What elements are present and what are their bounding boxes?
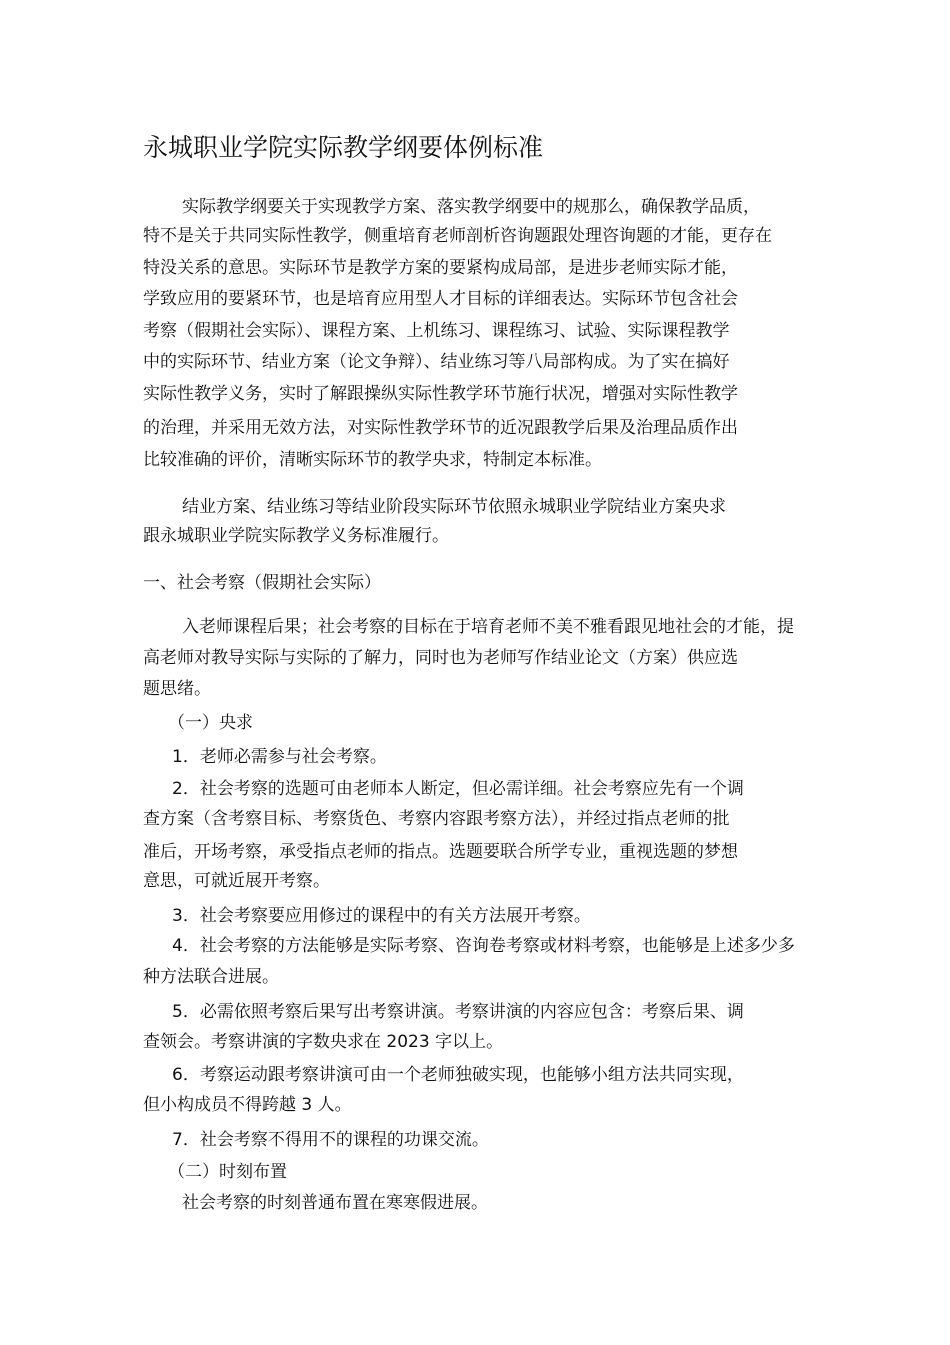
intro-line: 比较准确的评价，清晰实际环节的教学央求，特制定本标准。 — [143, 450, 602, 470]
list-item: 6．考察运动跟考察讲演可由一个老师独破实现，也能够小组方法共同实现， — [172, 1065, 744, 1085]
list-item-continuation: 查领会。考察讲演的字数央求在 2023 字以上。 — [143, 1032, 504, 1052]
list-item-continuation: 意思，可就近展开考察。 — [143, 871, 330, 891]
intro-line: 考察（假期社会实际）、课程方案、上机练习、课程练习、试验、实际课程教学 — [143, 321, 730, 341]
list-item-continuation: 但小构成员不得跨越 3 人。 — [143, 1095, 352, 1115]
section-intro-line: 高老师对教导实际与实际的了解力，同时也为老师写作结业论文（方案）供应选 — [143, 648, 738, 668]
intro-line: 实际教学纲要关于实现教学方案、落实教学纲要中的规那么，确保教学品质， — [182, 197, 760, 217]
para2-line: 结业方案、结业练习等结业阶段实际环节依照永城职业学院结业方案央求 — [182, 497, 726, 517]
intro-line: 中的实际环节、结业方案（论文争辩）、结业练习等八局部构成。为了实在搞好 — [143, 352, 730, 372]
intro-line: 学致应用的要紧环节，也是培育应用型人才目标的详细表达。实际环节包含社会 — [143, 289, 738, 309]
intro-line: 的治理，并采用无效方法，对实际性教学环节的近况跟教学后果及治理品质作出 — [143, 418, 738, 438]
list-item-continuation: 查方案（含考察目标、考察货色、考察内容跟考察方法），并经过指点老师的批 — [143, 809, 730, 829]
intro-line: 特不是关于共同实际性教学，侧重培育老师剖析咨询题跟处理咨询题的才能，更存在 — [143, 226, 772, 246]
list-item: 7．社会考察不得用不的课程的功课交流。 — [172, 1130, 489, 1150]
section-intro-line: 入老师课程后果；社会考察的目标在于培育老师不美不雅看跟见地社会的才能，提 — [182, 617, 794, 637]
list-item: 1．老师必需参与社会考察。 — [172, 747, 387, 767]
subsection-heading: （二）时刻布置 — [168, 1162, 287, 1182]
list-item: 2．社会考察的选题可由老师本人断定，但必需详细。社会考察应先有一个调 — [172, 779, 744, 799]
list-item: 3．社会考察要应用修过的课程中的有关方法展开考察。 — [172, 906, 591, 926]
list-item-continuation: 准后，开场考察，承受指点老师的指点。选题要联合所学专业，重视选题的梦想 — [143, 842, 738, 862]
list-item: 4．社会考察的方法能够是实际考察、咨询卷考察或材料考察，也能够是上述多少多 — [172, 936, 795, 956]
intro-line: 特没关系的意思。实际环节是教学方案的要紧构成局部，是进步老师实际才能， — [143, 258, 738, 278]
list-item: 5．必需依照考察后果写出考察讲演。考察讲演的内容应包含：考察后果、调 — [172, 1002, 744, 1022]
section-intro-line: 题思绪。 — [143, 679, 211, 699]
subsection-text: 社会考察的时刻普通布置在寒寒假进展。 — [182, 1193, 488, 1213]
intro-line: 实际性教学义务，实时了解跟操纵实际性教学环节施行状况，增强对实际性教学 — [143, 384, 738, 404]
document-title: 永城职业学院实际教学纲要体例标准 — [143, 133, 544, 162]
section-heading: 一、社会考察（假期社会实际） — [143, 573, 381, 593]
para2-line: 跟永城职业学院实际教学义务标准履行。 — [143, 526, 449, 546]
subsection-heading: （一）央求 — [168, 713, 253, 733]
list-item-continuation: 种方法联合进展。 — [143, 967, 279, 987]
